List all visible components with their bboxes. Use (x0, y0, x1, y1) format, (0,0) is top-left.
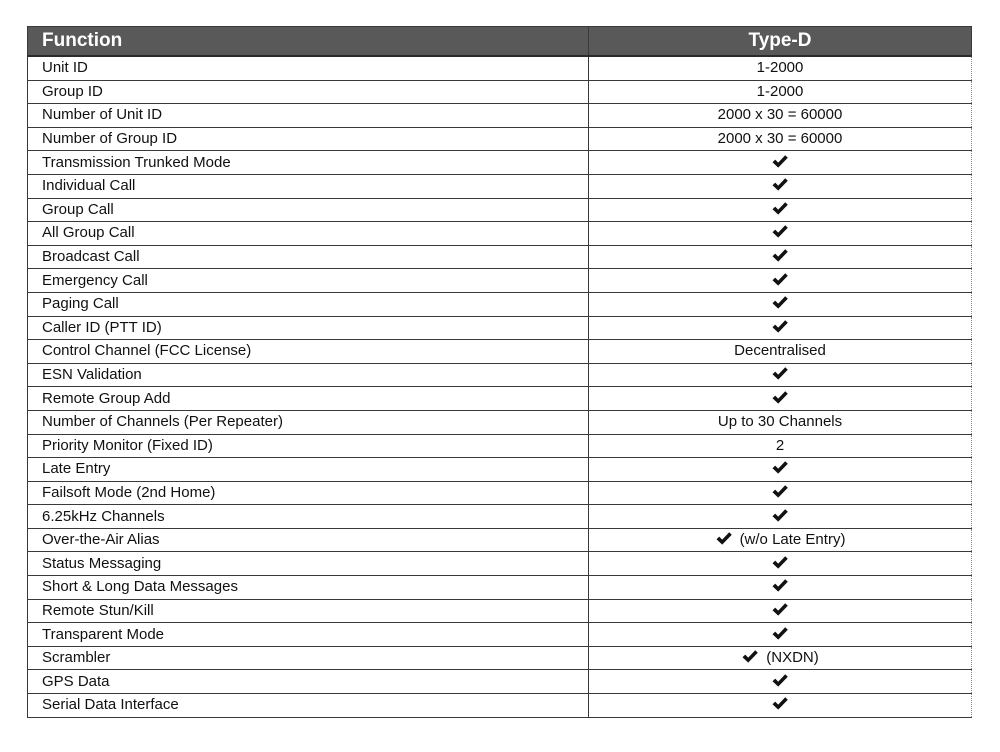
type-d-value-cell (589, 576, 972, 600)
type-d-value-cell (589, 127, 972, 151)
function-cell: Priority Monitor (Fixed ID) (28, 434, 589, 458)
type-d-value-cell (589, 222, 972, 246)
value-text: 1-2000 (756, 59, 804, 77)
function-cell: 6.25kHz Channels (28, 505, 589, 529)
function-cell: Individual Call (28, 174, 589, 198)
function-cell: Transparent Mode (28, 623, 589, 647)
type-d-value-cell (589, 198, 972, 222)
function-cell: Short & Long Data Messages (28, 576, 589, 600)
checkmark-icon (771, 248, 789, 263)
type-d-value-cell (589, 104, 972, 128)
table-row (28, 222, 972, 246)
table-row (28, 198, 972, 222)
value-text: Up to 30 Channels (717, 413, 843, 431)
type-d-value-cell (589, 623, 972, 647)
column-header-type-d: Type-D (589, 27, 972, 57)
type-d-value-cell (589, 410, 972, 434)
type-d-value-cell (589, 434, 972, 458)
type-d-value-cell (589, 646, 972, 670)
type-d-value-cell (589, 481, 972, 505)
function-cell: Failsoft Mode (2nd Home) (28, 481, 589, 505)
table-row (28, 340, 972, 364)
table-row (28, 151, 972, 175)
table-row (28, 56, 972, 80)
table-row (28, 363, 972, 387)
value-text: 2000 x 30 = 60000 (717, 130, 843, 148)
value-note: (w/o Late Entry) (739, 531, 846, 549)
feature-comparison-table-container (27, 26, 971, 718)
table-body (28, 56, 972, 717)
function-cell: All Group Call (28, 222, 589, 246)
checkmark-icon (771, 696, 789, 711)
checkmark-icon (771, 390, 789, 405)
value-text: 2000 x 30 = 60000 (717, 106, 843, 124)
table-row (28, 80, 972, 104)
checkmark-icon (715, 531, 733, 546)
function-cell: Control Channel (FCC License) (28, 340, 589, 364)
checkmark-icon (771, 177, 789, 192)
type-d-value-cell (589, 694, 972, 718)
type-d-value-cell (589, 505, 972, 529)
function-cell: Unit ID (28, 56, 589, 80)
checkmark-icon (771, 224, 789, 239)
checkmark-icon (771, 295, 789, 310)
function-cell: Status Messaging (28, 552, 589, 576)
checkmark-icon (771, 555, 789, 570)
checkmark-icon (771, 578, 789, 593)
type-d-value-cell (589, 552, 972, 576)
table-row (28, 127, 972, 151)
function-cell: Number of Group ID (28, 127, 589, 151)
function-cell: Scrambler (28, 646, 589, 670)
function-cell: Late Entry (28, 458, 589, 482)
table-row (28, 646, 972, 670)
function-cell: Caller ID (PTT ID) (28, 316, 589, 340)
table-row (28, 552, 972, 576)
type-d-value-cell (589, 458, 972, 482)
function-cell: Number of Unit ID (28, 104, 589, 128)
table-row (28, 576, 972, 600)
table-row (28, 316, 972, 340)
type-d-value-cell (589, 387, 972, 411)
table-row (28, 269, 972, 293)
function-cell: Group ID (28, 80, 589, 104)
checkmark-icon (771, 272, 789, 287)
type-d-value-cell (589, 528, 972, 552)
checkmark-icon (771, 484, 789, 499)
function-cell: Transmission Trunked Mode (28, 151, 589, 175)
table-row (28, 599, 972, 623)
table-row (28, 434, 972, 458)
function-cell: ESN Validation (28, 363, 589, 387)
type-d-value-cell (589, 245, 972, 269)
checkmark-icon (771, 508, 789, 523)
table-row (28, 387, 972, 411)
value-text: 2 (775, 436, 785, 454)
table-row (28, 245, 972, 269)
function-cell: Remote Group Add (28, 387, 589, 411)
table-row (28, 623, 972, 647)
checkmark-icon (741, 649, 759, 664)
checkmark-icon (771, 673, 789, 688)
type-d-value-cell (589, 599, 972, 623)
type-d-value-cell (589, 56, 972, 80)
column-header-function: Function (28, 27, 589, 57)
table-row (28, 694, 972, 718)
function-cell: Group Call (28, 198, 589, 222)
checkmark-icon (771, 201, 789, 216)
function-cell: Number of Channels (Per Repeater) (28, 410, 589, 434)
table-row (28, 670, 972, 694)
value-text: 1-2000 (756, 82, 804, 100)
type-d-value-cell (589, 292, 972, 316)
value-note: (NXDN) (766, 649, 819, 667)
table-row (28, 505, 972, 529)
table-row (28, 174, 972, 198)
value-text: Decentralised (734, 342, 826, 360)
checkmark-icon (771, 319, 789, 334)
table-row (28, 410, 972, 434)
table-row (28, 292, 972, 316)
function-cell: Paging Call (28, 292, 589, 316)
type-d-value-cell (589, 316, 972, 340)
type-d-value-cell (589, 80, 972, 104)
function-cell: Emergency Call (28, 269, 589, 293)
type-d-value-cell (589, 340, 972, 364)
checkmark-icon (771, 626, 789, 641)
table-row (28, 528, 972, 552)
type-d-value-cell (589, 670, 972, 694)
table-row (28, 458, 972, 482)
table-row (28, 104, 972, 128)
function-cell: Over-the-Air Alias (28, 528, 589, 552)
function-cell: GPS Data (28, 670, 589, 694)
checkmark-icon (771, 154, 789, 169)
function-cell: Remote Stun/Kill (28, 599, 589, 623)
feature-comparison-table (27, 26, 972, 718)
type-d-value-cell (589, 174, 972, 198)
table-header-row (28, 27, 972, 57)
checkmark-icon (771, 460, 789, 475)
checkmark-icon (771, 366, 789, 381)
type-d-value-cell (589, 269, 972, 293)
function-cell: Serial Data Interface (28, 694, 589, 718)
type-d-value-cell (589, 151, 972, 175)
type-d-value-cell (589, 363, 972, 387)
table-row (28, 481, 972, 505)
checkmark-icon (771, 602, 789, 617)
function-cell: Broadcast Call (28, 245, 589, 269)
